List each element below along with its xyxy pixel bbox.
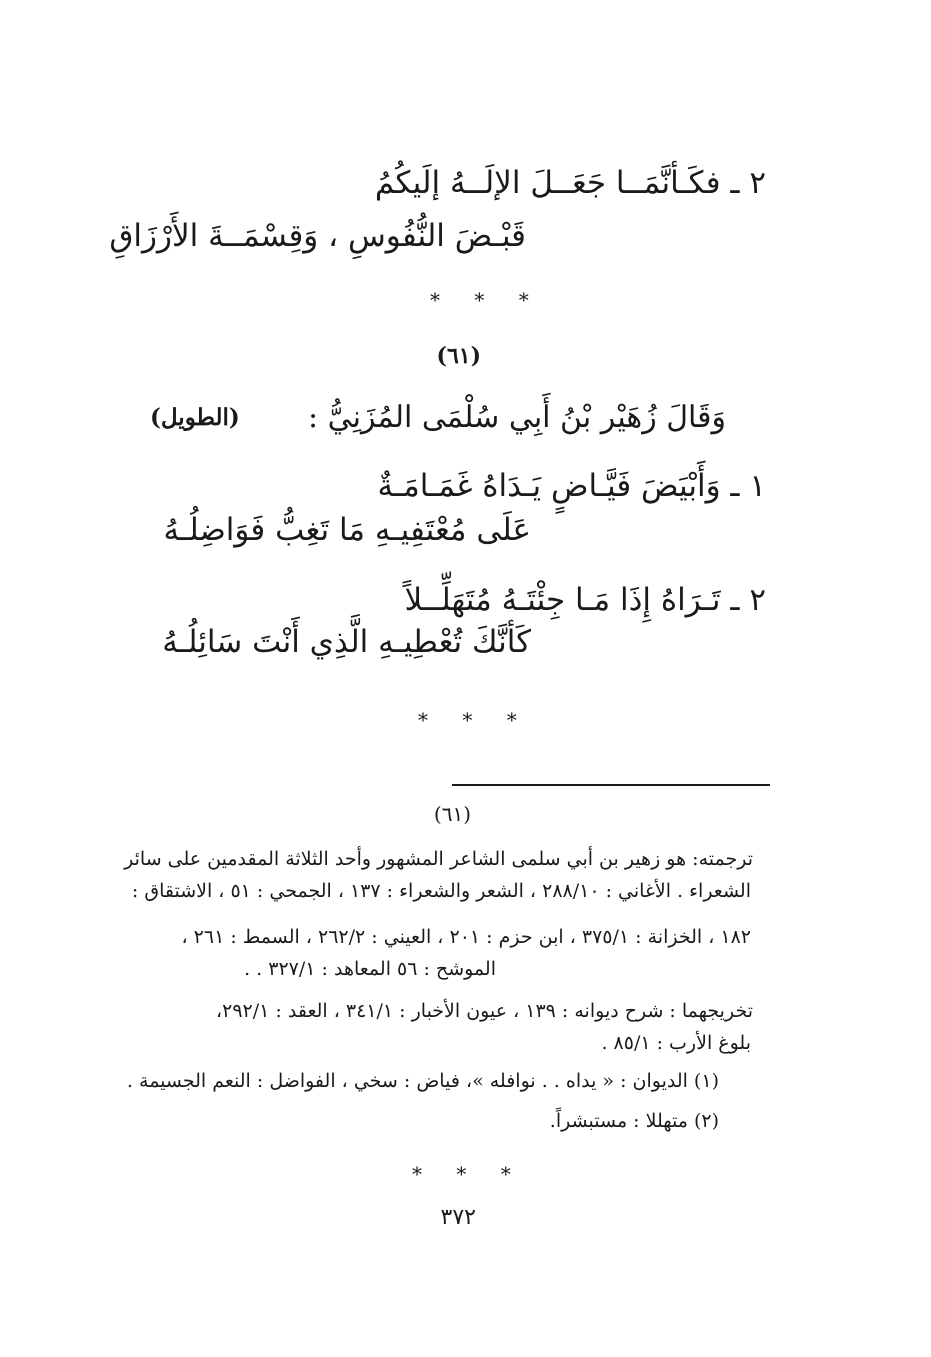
page-number: ٣٧٢ [440, 1205, 476, 1230]
poem-meter: (الطويل) [150, 404, 240, 431]
verse-2-first-hemistich: ٢ ـ فكَـأنَّمَــا جَعَــلَ الإلَــهُ إلَيكُمُ [374, 165, 766, 201]
verse-1-second-hemistich: عَلَى مُعْتَفِيـهِ مَا تَغِبُّ فَوَاضِلُـهُ [163, 512, 531, 548]
footnote-takhrij-line: تخريجهما : شرح ديوانه : ١٣٩ ، عيون الأخبار : ٣٤١/١ ، العقد : ٢٩٢/١، [216, 1000, 753, 1022]
footnote-biography-line: الموشح : ٥٦ المعاهد : ٣٢٧/١ . . [244, 958, 496, 980]
footnote-biography-line: ١٨٢ ، الخزانة : ٣٧٥/١ ، ابن حزم : ٢٠١ ، العيني : ٢٦٢/٢ ، السمط : ٢٦١ ، [181, 926, 751, 948]
verse-2-second-hemistich: كَأنَّكَ تُعْطِيـهِ الَّذِي أَنْتَ سَائِلُـهُ [162, 624, 531, 660]
section-separator: * * * [430, 288, 543, 312]
footnote-takhrij-line: بلوغ الأرب : ٨٥/١ . [601, 1032, 751, 1054]
poem-number: (٦١) [436, 343, 481, 369]
verse-2-first-hemistich: ٢ ـ تَـرَاهُ إِذَا مَـا جِئْتَـهُ مُتَهَلِّــلاً [404, 582, 766, 618]
footnote-separator: * * * [412, 1162, 525, 1186]
footnote-number: (٦١) [433, 802, 471, 826]
footnote-note-2: (٢) متهللا : مستبشراً. [549, 1110, 719, 1132]
footnote-biography-line: الشعراء . الأغاني : ٢٨٨/١٠ ، الشعر والشعراء : ١٣٧ ، الجمحي : ٥١ ، الاشتقاق : [131, 880, 751, 902]
footnote-divider [452, 784, 770, 786]
verse-2-second-hemistich: قَبْـضَ النُّفُوسِ ، وَقِسْمَــةَ الأَرْزَاقِ [109, 218, 526, 254]
footnote-biography-line: ترجمته: هو زهير بن أبي سلمى الشاعر المشهور وأحد الثلاثة المقدمين على سائر [124, 848, 753, 870]
section-separator: * * * [418, 708, 531, 732]
verse-1-first-hemistich: ١ ـ وَأَبْيَضَ فَيَّـاضٍ يَـدَاهُ غَمَـامَـةٌ [377, 468, 766, 504]
poem-introduction: وَقَالَ زُهَيْر بْنُ أَبِي سُلْمَى المُزَنِيُّ : [307, 400, 726, 435]
footnote-note-1: (١) الديوان : « يداه . . نوافله »، فياض : سخي ، الفواضل : النعم الجسيمة . [126, 1070, 719, 1092]
